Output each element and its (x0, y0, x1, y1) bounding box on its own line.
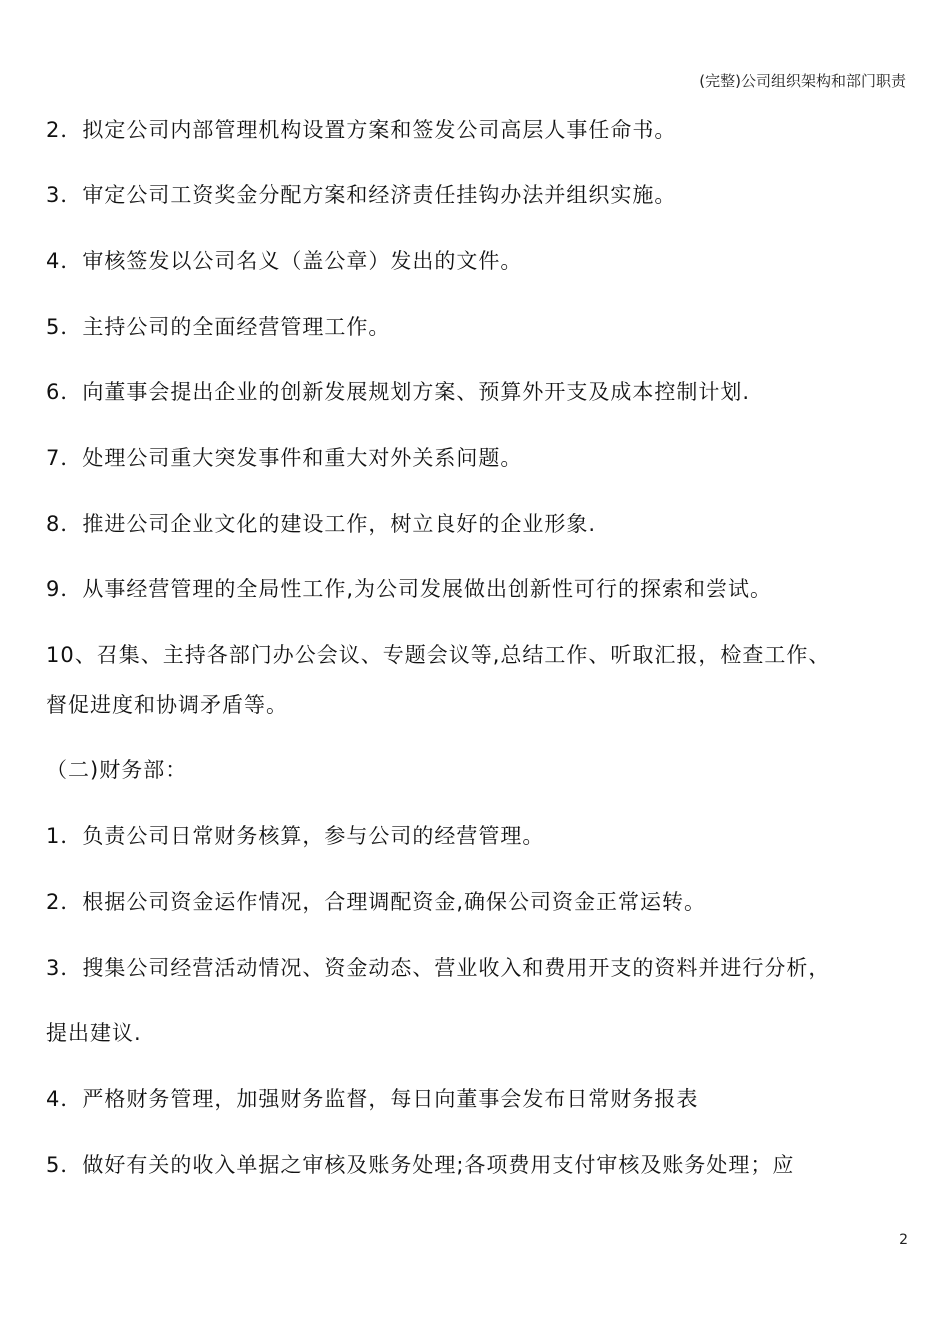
paragraph-line: 4．审核签发以公司名义（盖公章）发出的文件。 (46, 249, 523, 273)
paragraph-line: 1．负责公司日常财务核算，参与公司的经营管理。 (46, 824, 545, 848)
page-header-title: (完整)公司组织架构和部门职责 (699, 72, 906, 90)
paragraph-line: 提出建议. (46, 1021, 142, 1045)
paragraph-line: 2．拟定公司内部管理机构设置方案和签发公司高层人事任命书。 (46, 118, 677, 142)
paragraph-line: 3．审定公司工资奖金分配方案和经济责任挂钩办法并组织实施。 (46, 183, 677, 207)
paragraph-line: 8．推进公司企业文化的建设工作，树立良好的企业形象. (46, 512, 597, 536)
paragraph-line: 5．做好有关的收入单据之审核及账务处理;各项费用支付审核及账务处理；应 (46, 1153, 795, 1177)
page-number: 2 (899, 1232, 908, 1248)
paragraph-line: 2．根据公司资金运作情况，合理调配资金,确保公司资金正常运转。 (46, 890, 707, 914)
paragraph-line: 督促进度和协调矛盾等。 (46, 693, 288, 717)
paragraph-line: 9．从事经营管理的全局性工作,为公司发展做出创新性可行的探索和尝试。 (46, 577, 773, 601)
paragraph-line: 10、召集、主持各部门办公会议、专题会议等,总结工作、听取汇报，检查工作、 (46, 643, 831, 667)
paragraph-line: 7．处理公司重大突发事件和重大对外关系问题。 (46, 446, 523, 470)
paragraph-line: 4．严格财务管理，加强财务监督，每日向董事会发布日常财务报表 (46, 1087, 699, 1111)
paragraph-line: 6．向董事会提出企业的创新发展规划方案、预算外开支及成本控制计划. (46, 380, 751, 404)
paragraph-line: 5．主持公司的全面经营管理工作。 (46, 315, 391, 339)
paragraph-line: 3．搜集公司经营活动情况、资金动态、营业收入和费用开支的资料并进行分析， (46, 956, 831, 980)
section-heading: （二)财务部： (46, 758, 188, 782)
